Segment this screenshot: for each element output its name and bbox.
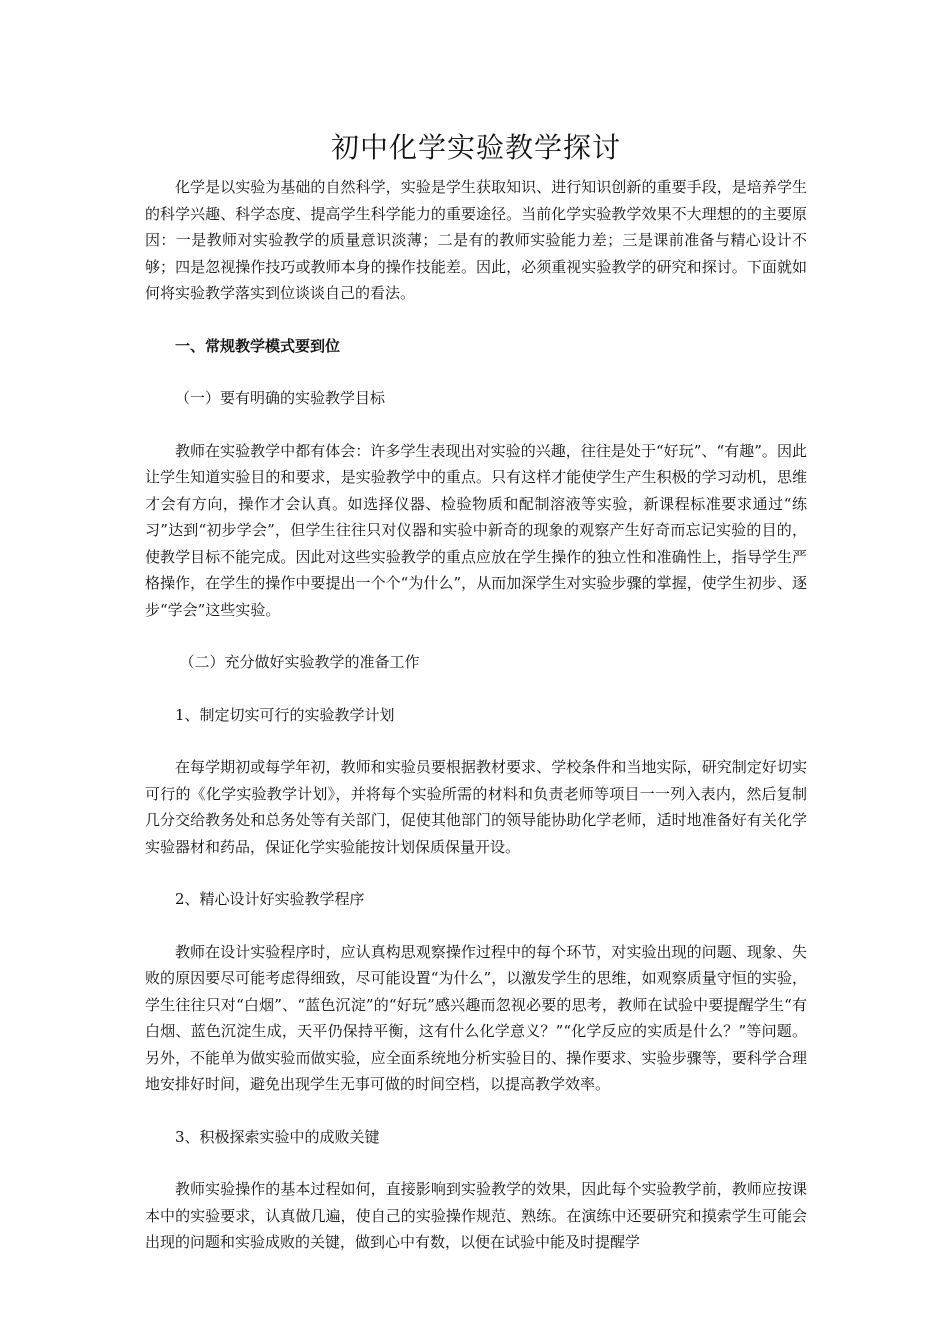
item-paragraph-2: 教师在设计实验程序时，应认真构思观察操作过程中的每个环节，对实验出现的问题、现象、失败的原因要尽可能考虑得细致，尽可能设置“为什么”，以激发学生的思维，如观察质量守恒的实验，学生往往只对“白烟”、“蓝色沉淀”的“好玩”感兴趣而忽视必要的思考，教师在试验中要提醒学生“有白烟、蓝色沉淀生成，天平仍保持平衡，这有什么化学意义？”“化学反应的实质是什么？”等问题。另外，不能单为做实验而做实验，应全面系统地分析实验目的、操作要求、实验步骤等，要科学合理地安排好时间，避免出现学生无事可做的时间空档，以提高教学效率。 bbox=[145, 942, 807, 1093]
section-heading-1: 一、常规教学模式要到位 bbox=[175, 336, 341, 355]
subsection-paragraph-1: 教师在实验教学中都有体会：许多学生表现出对实验的兴趣，往往是处于“好玩”、“有趣”。因此让学生知道实验目的和要求，是实验教学中的重点。只有这样才能使学生产生积极的学习动机，思维才会有方向，操作才会认真。如选择仪器、检验物质和配制溶液等实验，新课程标准要求通过“练习”达到“初步学会”，但学生往往只对仪器和实验中新奇的现象的观察产生好奇而忘记实验的目的，使教学目标不能完成。因此对这些实验教学的重点应放在学生操作的独立性和准确性上，指导学生严格操作，在学生的操作中要提出一个个“为什么”，从而加深学生对实验步骤的掌握，使学生初步、逐步“学会”这些实验。 bbox=[145, 441, 807, 619]
document-page bbox=[145, 128, 807, 1256]
subsection-heading-2: （二）充分做好实验教学的准备工作 bbox=[179, 653, 420, 671]
item-paragraph-1: 在每学期初或每学年初，教师和实验员要根据教材要求、学校条件和当地实际，研究制定好切实可行的《化学实验教学计划》，并将每个实验所需的材料和负责老师等项目一一列入表内，然后复制几分交给教务处和总务处等有关部门，促使其他部门的领导能协助化学老师，适时地准备好有关化学实验器材和药品，保证化学实验能按计划保质保量开设。 bbox=[145, 758, 807, 856]
subsection-heading-1: （一）要有明确的实验教学目标 bbox=[175, 389, 386, 407]
document-title: 初中化学实验教学探讨 bbox=[330, 131, 621, 164]
item-heading-3: 3、积极探索实验中的成败关键 bbox=[175, 1127, 380, 1146]
item-heading-2: 2、精心设计好实验教学程序 bbox=[175, 890, 365, 908]
item-heading-1: 1、制定切实可行的实验教学计划 bbox=[175, 705, 395, 724]
intro-paragraph: 化学是以实验为基础的自然科学，实验是学生获取知识、进行知识创新的重要手段，是培养学生的科学兴趣、科学态度、提高学生科学能力的重要途径。当前化学实验教学效果不大理想的的主要原因：一是教师对实验教学的质量意识淡薄；二是有的教师实验能力差；三是课前准备与精心设计不够；四是忽视操作技巧或教师本身的操作技能差。因此，必须重视实验教学的研究和探讨。下面就如何将实验教学落实到位谈谈自己的看法。 bbox=[145, 178, 807, 302]
item-paragraph-3: 教师实验操作的基本过程如何，直接影响到实验教学的效果，因此每个实验教学前，教师应按课本中的实验要求，认真做几遍，使自己的实验操作规范、熟练。在演练中还要研究和摸索学生可能会出现的问题和实验成败的关键，做到心中有数，以便在试验中能及时提醒学 bbox=[145, 1180, 807, 1251]
